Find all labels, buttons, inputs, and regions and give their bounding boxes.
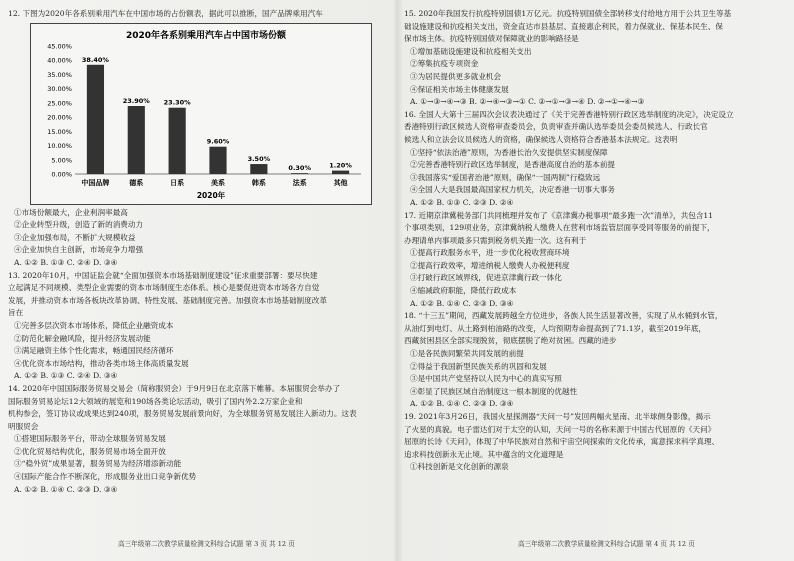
y-tick-label: 45.00% [47, 42, 72, 51]
q14-option-1: ①搭建国际服务平台，带动全球服务贸易发展 [14, 434, 166, 444]
q14-line-4: 明服贸会 [8, 421, 39, 431]
q13-line-2: 立起满足不同规模、类型企业需要的资本市场制度生态体系。核心是要促进资本市场各方自觉 [8, 283, 320, 293]
q12-choices: A. ①② B. ①③ C. ②④ D. ③④ [14, 257, 118, 267]
bar-4 [250, 164, 267, 174]
q12-option-2: ②企业转型升级，创造了新的消费动力 [14, 220, 144, 230]
q19-option-1: ①科技创新是文化创新的源泉 [410, 462, 509, 472]
q17-option-4: ④缩减政府职能，降低行政成本 [410, 286, 517, 296]
x-tick-label: 中国品牌 [81, 178, 110, 187]
bar-data-label: 23.90% [122, 96, 150, 105]
bar-data-label: 23.30% [163, 98, 191, 107]
q14-line-2: 国际服务贸易论坛12大领域的展览和190场各类论坛活动，吸引了国内外2.2万家企业和 [8, 396, 303, 406]
market-share-chart [30, 23, 372, 205]
q18-option-3: ③是中国共产党坚持以人民为中心的真实写照 [410, 374, 562, 384]
q19-line-1: 19. 2021年3月26日，我国火星探测器“天问一号”发回两幅火星南、北半球侧身影像，揭示 [404, 412, 711, 421]
q13-option-2: ②防范化解金融风险，提升经济发展动能 [14, 333, 151, 343]
q18-choices: A. ①② B. ①④ C. ②③ D. ③④ [410, 399, 514, 409]
bar-data-label: 0.30% [288, 163, 311, 172]
q13-option-4: ④优化资本市场结构，推动各类市场主体高质量发展 [14, 358, 189, 368]
q12-option-1: ①市场份额最大，企业利润率最高 [14, 207, 128, 217]
bar-5 [291, 173, 308, 174]
y-tick-label: 0.00% [51, 170, 72, 179]
bar-data-label: 3.50% [247, 154, 271, 163]
x-axis-title: 2020年 [196, 190, 226, 200]
q14-choices: A. ①② B. ①④ C. ②③ D. ③④ [14, 484, 118, 494]
q17-option-2: ②提高行政效率，增进纳税人缴费人办税便利度 [410, 260, 570, 270]
y-tick-label: 10.00% [47, 141, 72, 150]
q12-option-4: ④企业加快自主创新，市场竞争力增强 [14, 245, 144, 255]
q14-option-3: ③“稳外贸”成果显著，服务贸易为经济增添新动能 [14, 459, 182, 469]
x-tick-label: 韩系 [251, 178, 266, 187]
q15-line-3: 保市场主体。抗疫特别国债对保障就业的影响路径是 [404, 34, 579, 44]
q19-line-3: 屈原的长诗《天问》，体现了中华民族对自然和宇宙空间探索的文化传承，寓意探求科学真理、 [404, 437, 720, 447]
q18-line-2: 从油灯到电灯、从土路到柏油路的改变，人均预期寿命提高到了71.1岁，截至2019年底， [404, 323, 707, 333]
q13 [8, 270, 393, 383]
x-tick-label: 美系 [211, 178, 225, 187]
q15-choices: A. ①→③→④→③ B. ②→④→③→① C. ②→①→③→④ D. ②→①→④→③ [410, 97, 645, 107]
chart-svg [31, 24, 371, 204]
q14-option-4: ④国际产能合作不断深化，形成服务业出口竞争新优势 [14, 472, 197, 482]
q16-option-1: ①坚持“依法治港”原则，为香港长治久安提供坚实制度保障 [410, 147, 608, 157]
left-page [8, 8, 393, 496]
q13-line-4: 旨在 [8, 308, 24, 318]
y-tick-label: 30.00% [47, 84, 72, 93]
x-tick-label: 德系 [129, 178, 144, 187]
q13-line-1: 13. 2020年10月，中国证监会就“全面加强资本市场基础制度建设”征求重要部署：要尽快建 [8, 270, 318, 280]
q15 [404, 8, 786, 109]
q14-option-2: ②优化贸易结构优化，服务贸易市场全面开放 [14, 446, 166, 456]
bar-data-label: 38.40% [81, 55, 109, 64]
y-tick-label: 5.00% [51, 155, 72, 164]
bar-data-label: 9.60% [206, 137, 230, 146]
bar-data-label: 1.20% [329, 161, 352, 170]
footer-left: 高三年级第二次教学质量检测文科综合试题 第 3 页 共 12 页 [118, 540, 295, 548]
q14-line-3: 机构参会，签订协议或成果达到240项，服务贸易发展前景向好，为全球服务贸易发展注入新动力。这表 [8, 409, 357, 419]
bars [82, 55, 352, 173]
q16 [404, 109, 786, 210]
q13-option-3: ③满足融资主体个性化需求，畅通国民经济循环 [14, 346, 174, 356]
bar-1 [128, 106, 145, 174]
q19 [404, 411, 786, 474]
footer-right: 高三年级第二次教学质量检测文科综合试题 第 4 页 共 12 页 [518, 540, 695, 548]
q17-option-1: ①提高行政服务水平，进一步优化税收营商环境 [410, 248, 570, 258]
q18-option-1: ①是各民族同繁荣共同发展的前提 [410, 349, 524, 359]
q17-line-3: 办理请单内事项最多只需到税务机关跑一次。这有利于 [404, 235, 587, 245]
bar-2 [169, 107, 186, 173]
q16-line-1: 16. 全国人大第十三届四次会议表决通过了《关于完善香港特别行政区选举制度的决定》，决定设立 [404, 109, 734, 119]
q18-line-1: 18. “十三五”期间，西藏发展跨越全方位进步，各族人民生活显著改善，实现了从水桶到水管， [404, 311, 723, 321]
q15-option-4: ④保证相关市场主体健康发展 [410, 84, 509, 94]
q15-line-1: 15. 2020年我国发行抗疫特别国债1万亿元。抗疫特别国债全部转移支付给地方用于公共卫生等基 [404, 9, 732, 18]
q16-option-4: ④全国人大是我国最高国家权力机关，决定香港一切事大事务 [410, 185, 616, 195]
y-tick-label: 35.00% [47, 70, 72, 79]
q14 [8, 383, 393, 496]
q17-option-3: ③打破行政区域界线，促进京津冀行政一体化 [410, 273, 562, 283]
q12-stem: 12. 下图为2020年各系别乘用汽车在中国市场的占份额表，据此可以推断，国产品牌乘用汽车 [8, 9, 323, 18]
q19-line-4: 追求科技创新永无止境。其中蕴含的文化道理是 [404, 449, 564, 459]
chart-title: 2020年各系别乘用汽车占中国市场份额 [125, 30, 287, 41]
q16-option-2: ②完善香港特别行政区选举制度，是香港高度自治的基本前提 [410, 160, 616, 170]
x-tick-label: 日系 [170, 178, 185, 187]
q18-option-4: ④彰显了民族区域自治制度这一根本制度的优越性 [410, 386, 578, 396]
x-tick-label: 其他 [333, 178, 348, 187]
q15-option-3: ③为居民提供更多就业机会 [410, 71, 502, 81]
q17-line-1: 17. 近期京津冀税务部门共同梳理并发布了《京津冀办税事项“最多跑一次”清单》，共包含11 [404, 210, 714, 220]
x-axis [81, 178, 347, 187]
q17 [404, 210, 786, 311]
q15-option-1: ①增加基础设施建设和抗疫相关支出 [410, 46, 532, 56]
x-tick-label: 法系 [292, 178, 307, 187]
q19-line-2: 了火星的真貌。电子雷达们对于太空的认知，天问一号的名称来源于中国古代屈原的《天问》 [404, 424, 716, 434]
q16-line-2: 香港特别行政区候选人资格审查委员会，负责审查并确认选举委员会委员候选人、行政长官 [404, 122, 708, 132]
y-tick-label: 25.00% [47, 98, 72, 107]
q17-choices: A. ①② B. ①④ C. ②③ D. ③④ [410, 298, 514, 308]
q15-line-2: 础设施建设和抗疫相关支出，资金直达市县基层、直接惠企利民，着力保就业、保基本民生、保 [404, 21, 723, 31]
bar-3 [209, 146, 226, 173]
q13-line-3: 发展，并推动资本市场各板块改革协调、特性发展、基础制度完善。加强资本市场基础制度改革 [8, 295, 327, 305]
q13-choices: A. ①② B. ①③ C. ②④ D. ③④ [14, 371, 118, 381]
q18-line-3: 西藏贫困县区全部实现脱贫，彻底摆脱了绝对贫困。西藏的进步 [404, 336, 617, 346]
q17-line-2: 个事项类别，129项业务，京津冀纳税人缴费人在营利市场监管层面享受同等服务的前提下， [404, 223, 715, 233]
q12-options [8, 207, 393, 270]
bar-6 [332, 170, 349, 173]
q16-option-3: ③我国落实“爱国者治港”原则，确保“一国两制”行稳致远 [410, 172, 601, 182]
q16-line-3: 候选人和立法会议员候选人的资格，确保候选人资格符合香港基本法规定。这表明 [404, 134, 678, 144]
q12-option-3: ③企业加强布局，不断扩大规模收益 [14, 232, 136, 242]
q18 [404, 310, 786, 411]
q16-choices: A. ①② B. ①③ C. ②③ D. ②④ [410, 197, 514, 207]
bar-0 [87, 64, 104, 173]
y-tick-label: 15.00% [47, 127, 72, 136]
q13-option-1: ①完善多层次资本市场体系，降低企业融资成本 [14, 320, 174, 330]
y-tick-label: 40.00% [47, 56, 72, 65]
q15-option-2: ②筹集抗疫专项资金 [410, 59, 479, 69]
q14-line-1: 14. 2020年中国国际服务贸易交易会（简称服贸会）于9月9日在北京落下帷幕。本届服贸会举办了 [8, 383, 341, 393]
q18-option-2: ②得益于我国新型民族关系的巩固和发展 [410, 361, 547, 371]
y-tick-label: 20.00% [47, 113, 72, 122]
right-page [404, 8, 786, 474]
